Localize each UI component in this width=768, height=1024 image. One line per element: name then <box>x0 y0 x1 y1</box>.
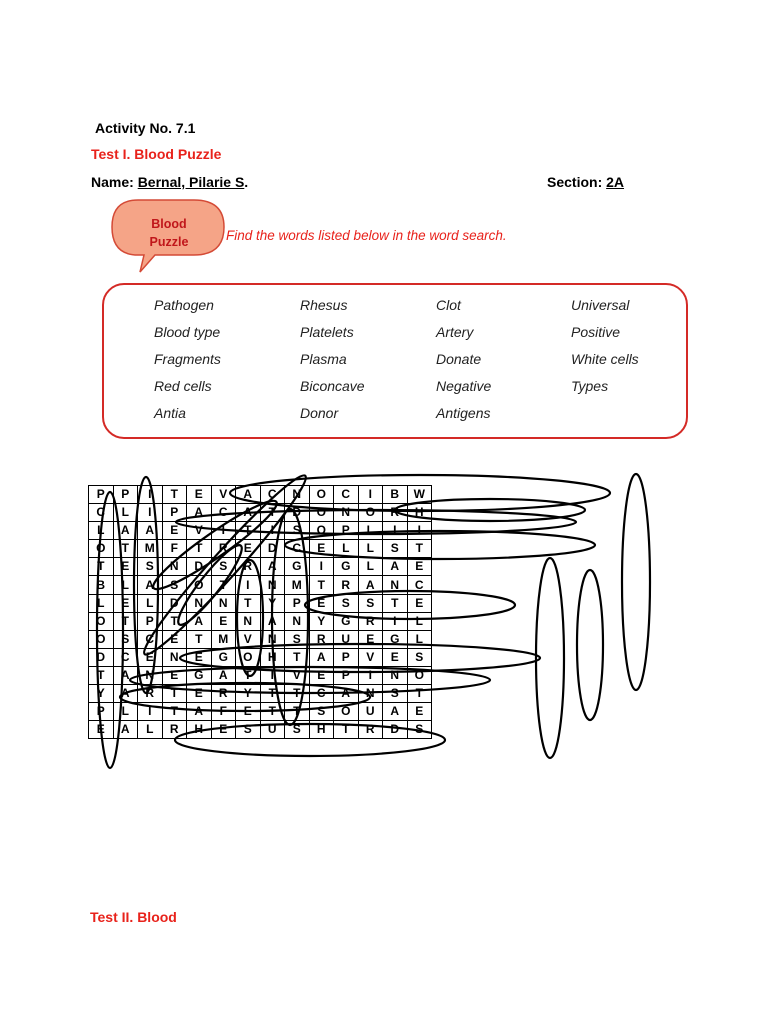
grid-cell: R <box>211 685 236 703</box>
grid-cell: L <box>89 594 114 612</box>
grid-cell: G <box>334 558 359 576</box>
grid-cell: L <box>358 558 383 576</box>
grid-cell: I <box>236 576 261 594</box>
word-item: Negative <box>436 378 492 394</box>
grid-cell: O <box>89 612 114 630</box>
grid-row <box>89 666 432 684</box>
word-item: Types <box>571 378 609 394</box>
grid-cell: E <box>187 486 212 504</box>
grid-cell: L <box>407 630 432 648</box>
grid-cell: E <box>187 648 212 666</box>
grid-cell: C <box>334 486 359 504</box>
grid-cell: N <box>285 612 310 630</box>
grid-cell: S <box>309 703 334 721</box>
grid-cell: R <box>162 721 187 739</box>
grid-cell: L <box>358 522 383 540</box>
grid-cell: P <box>334 522 359 540</box>
answer-ellipse <box>622 474 650 690</box>
grid-cell: V <box>187 522 212 540</box>
grid-cell: T <box>285 648 310 666</box>
grid-cell: T <box>236 522 261 540</box>
word-list-box <box>102 283 688 439</box>
grid-cell: O <box>89 540 114 558</box>
grid-cell: F <box>162 540 187 558</box>
grid-cell: O <box>309 504 334 522</box>
grid-cell: L <box>113 576 138 594</box>
grid-cell: R <box>211 540 236 558</box>
grid-cell: S <box>162 576 187 594</box>
grid-cell: A <box>113 522 138 540</box>
grid-cell: S <box>407 648 432 666</box>
grid-row <box>89 685 432 703</box>
grid-row <box>89 540 432 558</box>
grid-cell: N <box>211 594 236 612</box>
grid-cell: S <box>285 721 310 739</box>
grid-cell: N <box>260 576 285 594</box>
grid-cell: O <box>236 648 261 666</box>
word-item: Donate <box>436 351 482 367</box>
grid-cell: I <box>358 666 383 684</box>
grid-cell: S <box>113 630 138 648</box>
grid-cell: P <box>162 504 187 522</box>
grid-cell: U <box>358 703 383 721</box>
grid-cell: C <box>113 648 138 666</box>
grid-cell: R <box>236 558 261 576</box>
grid-cell: H <box>407 504 432 522</box>
word-item: Platelets <box>300 324 354 340</box>
grid-cell: S <box>138 558 163 576</box>
grid-cell: D <box>187 558 212 576</box>
grid-cell: N <box>260 630 285 648</box>
grid-cell: B <box>383 486 408 504</box>
grid-cell: R <box>383 504 408 522</box>
grid-cell: I <box>211 522 236 540</box>
grid-cell: T <box>89 558 114 576</box>
grid-cell: N <box>187 594 212 612</box>
word-item: Universal <box>571 297 630 313</box>
grid-cell: I <box>138 504 163 522</box>
grid-cell: R <box>309 630 334 648</box>
grid-cell: B <box>89 576 114 594</box>
grid-cell: Y <box>236 685 261 703</box>
grid-cell: E <box>358 630 383 648</box>
grid-cell: T <box>236 594 261 612</box>
grid-cell: S <box>236 721 261 739</box>
grid-cell: T <box>113 612 138 630</box>
grid-cell: N <box>383 666 408 684</box>
grid-cell: R <box>358 612 383 630</box>
grid-cell: P <box>285 594 310 612</box>
grid-cell: T <box>113 540 138 558</box>
grid-cell: L <box>138 721 163 739</box>
grid-cell: E <box>162 666 187 684</box>
grid-cell: H <box>260 648 285 666</box>
grid-cell: O <box>89 630 114 648</box>
grid-cell: C <box>260 486 285 504</box>
grid-cell: A <box>187 703 212 721</box>
grid-cell: E <box>383 648 408 666</box>
grid-cell: P <box>89 703 114 721</box>
grid-cell: I <box>383 612 408 630</box>
grid-cell: T <box>187 540 212 558</box>
grid-cell: Y <box>89 685 114 703</box>
word-item: Plasma <box>300 351 347 367</box>
grid-cell: P <box>138 612 163 630</box>
grid-cell: E <box>309 540 334 558</box>
section-value: 2A <box>606 174 625 190</box>
word-item: Antia <box>154 405 186 421</box>
grid-row <box>89 576 432 594</box>
grid-cell: H <box>309 721 334 739</box>
grid-cell: G <box>211 648 236 666</box>
grid-cell: T <box>162 703 187 721</box>
grid-cell: G <box>383 630 408 648</box>
grid-cell: M <box>211 630 236 648</box>
grid-cell: N <box>236 612 261 630</box>
word-item: Artery <box>436 324 474 340</box>
answer-ellipse <box>536 558 564 758</box>
grid-cell: E <box>162 522 187 540</box>
grid-cell: W <box>407 486 432 504</box>
grid-cell: V <box>236 630 261 648</box>
grid-cell: S <box>383 540 408 558</box>
grid-cell: O <box>187 576 212 594</box>
grid-cell: L <box>358 540 383 558</box>
word-search-grid <box>88 485 432 739</box>
word-item: Red cells <box>154 378 212 394</box>
grid-cell: T <box>162 612 187 630</box>
grid-cell: R <box>358 721 383 739</box>
grid-cell: H <box>187 721 212 739</box>
grid-cell: E <box>211 721 236 739</box>
word-item: Biconcave <box>300 378 365 394</box>
grid-cell: S <box>407 721 432 739</box>
bubble-line-2: Puzzle <box>149 235 189 249</box>
grid-cell: S <box>285 630 310 648</box>
grid-cell: A <box>383 558 408 576</box>
grid-cell: E <box>113 558 138 576</box>
grid-cell: E <box>309 594 334 612</box>
grid-row <box>89 721 432 739</box>
grid-cell: D <box>162 594 187 612</box>
grid-cell: R <box>138 685 163 703</box>
grid-cell: I <box>138 703 163 721</box>
grid-row <box>89 504 432 522</box>
section-label: Section: <box>547 174 603 190</box>
name-row <box>91 174 248 190</box>
grid-cell: A <box>309 648 334 666</box>
grid-cell: E <box>407 594 432 612</box>
grid-cell: L <box>113 703 138 721</box>
grid-cell: E <box>187 685 212 703</box>
grid-cell: E <box>407 703 432 721</box>
grid-cell: N <box>334 504 359 522</box>
grid-cell: Y <box>260 594 285 612</box>
grid-cell: C <box>407 576 432 594</box>
grid-cell: T <box>89 666 114 684</box>
grid-cell: C <box>309 685 334 703</box>
grid-cell: E <box>236 703 261 721</box>
grid-cell: A <box>236 504 261 522</box>
grid-cell: L <box>89 522 114 540</box>
grid-cell: N <box>162 648 187 666</box>
grid-cell: P <box>89 486 114 504</box>
grid-cell: N <box>285 486 310 504</box>
grid-cell: O <box>407 666 432 684</box>
grid-cell: T <box>407 540 432 558</box>
instructions: Find the words listed below in the word search. <box>226 228 507 243</box>
word-item: Clot <box>436 297 461 313</box>
grid-row <box>89 594 432 612</box>
grid-cell: I <box>138 486 163 504</box>
grid-cell: G <box>334 612 359 630</box>
grid-cell: E <box>211 612 236 630</box>
grid-cell: R <box>334 576 359 594</box>
grid-cell: S <box>334 594 359 612</box>
grid-cell: N <box>358 685 383 703</box>
grid-cell: I <box>260 522 285 540</box>
grid-cell: I <box>309 558 334 576</box>
grid-row <box>89 558 432 576</box>
grid-cell: U <box>334 630 359 648</box>
grid-cell: T <box>162 486 187 504</box>
grid-cell: G <box>187 666 212 684</box>
grid-cell: A <box>211 666 236 684</box>
grid-cell: D <box>383 721 408 739</box>
name-label: Name: <box>91 174 134 190</box>
bubble-line-1: Blood <box>151 217 187 231</box>
word-item: White cells <box>571 351 639 367</box>
grid-cell: T <box>285 703 310 721</box>
grid-cell: C <box>89 504 114 522</box>
grid-cell: V <box>358 648 383 666</box>
grid-cell: E <box>113 594 138 612</box>
bubble-label <box>137 215 201 251</box>
grid-cell: S <box>383 685 408 703</box>
grid-row <box>89 612 432 630</box>
name-value: Bernal, Pilarie S <box>137 174 245 190</box>
grid-cell: T <box>236 666 261 684</box>
grid-cell: G <box>285 558 310 576</box>
grid-cell: T <box>309 576 334 594</box>
name-period: . <box>244 174 249 190</box>
word-item: Antigens <box>436 405 491 421</box>
grid-cell: M <box>138 540 163 558</box>
word-item: Rhesus <box>300 297 348 313</box>
grid-cell: E <box>236 540 261 558</box>
grid-cell: A <box>383 703 408 721</box>
grid-cell: F <box>211 703 236 721</box>
grid-cell: L <box>334 540 359 558</box>
grid-cell: T <box>162 685 187 703</box>
grid-cell: N <box>138 666 163 684</box>
grid-cell: M <box>285 576 310 594</box>
word-item: Blood type <box>154 324 221 340</box>
word-item: Donor <box>300 405 339 421</box>
grid-row <box>89 630 432 648</box>
grid-cell: S <box>285 522 310 540</box>
grid-cell: O <box>309 486 334 504</box>
grid-cell: A <box>113 666 138 684</box>
grid-cell: E <box>407 558 432 576</box>
grid-cell: A <box>113 685 138 703</box>
grid-cell: N <box>383 576 408 594</box>
grid-cell: A <box>138 576 163 594</box>
grid-cell: P <box>113 486 138 504</box>
grid-cell: A <box>260 612 285 630</box>
activity-number: Activity No. 7.1 <box>95 120 196 136</box>
word-item: Pathogen <box>154 297 214 313</box>
grid-cell: L <box>407 612 432 630</box>
grid-cell: L <box>138 594 163 612</box>
grid-cell: V <box>285 666 310 684</box>
grid-cell: T <box>211 576 236 594</box>
grid-row <box>89 486 432 504</box>
grid-cell: N <box>162 558 187 576</box>
test-2-title: Test II. Blood <box>90 909 177 925</box>
grid-cell: O <box>358 504 383 522</box>
grid-cell: S <box>358 594 383 612</box>
grid-cell: T <box>187 630 212 648</box>
grid-cell: I <box>407 522 432 540</box>
grid-cell: Y <box>309 612 334 630</box>
grid-cell: A <box>236 486 261 504</box>
grid-cell: A <box>187 612 212 630</box>
grid-cell: P <box>334 648 359 666</box>
grid-cell: A <box>113 721 138 739</box>
grid-cell: I <box>383 522 408 540</box>
grid-cell: T <box>285 685 310 703</box>
grid-cell: O <box>309 522 334 540</box>
grid-cell: T <box>260 504 285 522</box>
grid-cell: T <box>260 685 285 703</box>
grid-cell: E <box>89 721 114 739</box>
grid-cell: L <box>113 504 138 522</box>
grid-cell: A <box>187 504 212 522</box>
grid-cell: C <box>138 630 163 648</box>
grid-cell: T <box>260 703 285 721</box>
grid-cell: C <box>285 540 310 558</box>
grid-cell: O <box>334 703 359 721</box>
grid-cell: S <box>211 558 236 576</box>
section-row <box>547 174 624 190</box>
grid-cell: E <box>138 648 163 666</box>
grid-cell: A <box>358 576 383 594</box>
grid-cell: T <box>383 594 408 612</box>
grid-cell: V <box>211 486 236 504</box>
grid-cell: D <box>260 540 285 558</box>
grid-cell: I <box>358 486 383 504</box>
grid-cell: E <box>162 630 187 648</box>
grid-cell: P <box>334 666 359 684</box>
grid-cell: I <box>260 666 285 684</box>
grid-cell: A <box>334 685 359 703</box>
grid-row <box>89 703 432 721</box>
grid-cell: D <box>89 648 114 666</box>
grid-cell: D <box>285 504 310 522</box>
grid-cell: T <box>334 721 359 739</box>
test-1-title: Test I. Blood Puzzle <box>91 146 222 162</box>
grid-cell: U <box>260 721 285 739</box>
grid-row <box>89 522 432 540</box>
grid-cell: T <box>407 685 432 703</box>
word-item: Fragments <box>154 351 221 367</box>
grid-cell: A <box>138 522 163 540</box>
answer-ellipse <box>577 570 603 720</box>
grid-row <box>89 648 432 666</box>
grid-cell: C <box>211 504 236 522</box>
grid-cell: A <box>260 558 285 576</box>
word-item: Positive <box>571 324 621 340</box>
grid-cell: E <box>309 666 334 684</box>
